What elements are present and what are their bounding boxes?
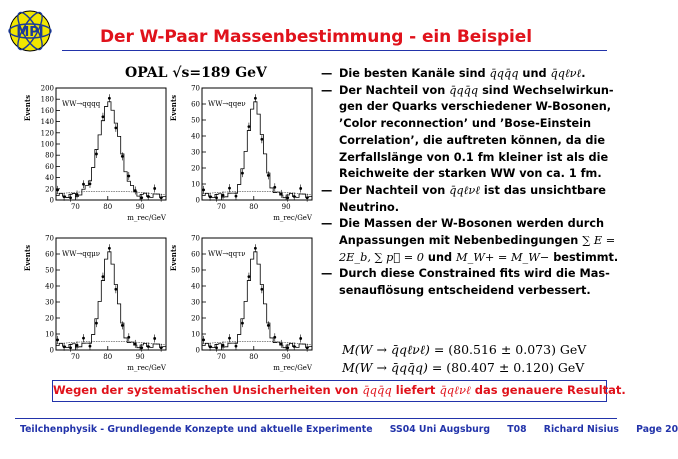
math-expression: q̄qℓνℓ — [449, 183, 480, 197]
x-tick-label: 80 — [249, 203, 259, 211]
monte-carlo-histogram — [202, 252, 312, 348]
footer — [20, 424, 678, 435]
y-tick-label: 160 — [40, 106, 54, 115]
y-tick-label: 10 — [191, 330, 200, 339]
y-tick-label: 120 — [40, 129, 54, 138]
bullet-item — [321, 66, 619, 83]
x-tick-label: 70 — [216, 353, 226, 361]
histogram-panel — [169, 85, 313, 223]
y-axis-label: Events — [169, 94, 178, 122]
histogram-panel — [23, 85, 167, 223]
math-expression: q̄qℓνℓ — [550, 67, 582, 80]
y-axis-label: Events — [169, 244, 178, 272]
figure-title: OPAL √s=189 GeV — [125, 65, 267, 81]
x-axis-label: m_rec/GeV — [273, 364, 312, 372]
y-tick-label: 0 — [49, 346, 54, 355]
conclusion-box — [52, 380, 626, 402]
channel-label: WW→qqτν — [208, 250, 246, 258]
text-run: ist das unsichtbare Neutrino. — [339, 183, 606, 214]
math-expression: q̄qq̄q — [449, 83, 479, 97]
footer-section: T08 — [507, 424, 527, 435]
text-run: sind Wechselwirkun- gen der Quarks verschiedener W-Bosonen, ’Color reconnection’ und ’Bose-Einstein Correlation’, die auftreten können, da die Zerfallslänge von 0.1 fm kleiner ist als die Reichweite der starken WW von ca. 1 fm. — [339, 83, 614, 181]
y-tick-label: 80 — [45, 151, 54, 160]
y-tick-label: 10 — [45, 330, 54, 339]
y-tick-label: 50 — [45, 266, 54, 275]
x-tick-label: 90 — [135, 203, 145, 211]
bullet-dash: — — [321, 217, 333, 231]
histogram-panel — [169, 235, 313, 373]
bullet-item — [321, 83, 619, 183]
channel-label: WW→qqμν — [62, 250, 101, 258]
x-tick-label: 80 — [103, 203, 113, 211]
math-expression: q̄qq̄q — [489, 67, 519, 80]
math-expression: q̄qq̄q — [362, 383, 392, 397]
y-tick-label: 200 — [40, 84, 54, 93]
y-tick-label: 20 — [45, 314, 54, 323]
y-tick-label: 40 — [191, 282, 200, 291]
result-lhs: M(W → q̄qℓνℓ) — [342, 342, 434, 357]
text-run: und — [424, 250, 457, 264]
svg-text:MPI: MPI — [16, 25, 44, 40]
text-run: liefert — [391, 383, 440, 397]
y-tick-label: 40 — [45, 174, 54, 183]
y-tick-label: 30 — [191, 298, 200, 307]
x-axis-label: m_rec/GeV — [127, 364, 166, 372]
x-tick-label: 90 — [135, 353, 145, 361]
x-tick-label: 90 — [281, 203, 291, 211]
bullet-item — [321, 183, 619, 216]
y-tick-label: 60 — [45, 162, 54, 171]
bullet-dash: — — [321, 67, 333, 80]
text-run: bestimmt. — [549, 250, 619, 264]
text-run: das genauere Resultat. — [470, 383, 626, 397]
y-tick-label: 100 — [40, 140, 54, 149]
y-tick-label: 70 — [191, 84, 200, 93]
mass-distribution-figure — [18, 82, 313, 382]
x-tick-label: 90 — [281, 353, 291, 361]
text-run: Der Nachteil von — [339, 183, 450, 197]
x-axis-label: m_rec/GeV — [127, 214, 166, 222]
mpi-logo — [5, 6, 55, 56]
x-axis-label: m_rec/GeV — [273, 214, 312, 222]
y-tick-label: 0 — [49, 196, 54, 205]
x-tick-label: 70 — [70, 203, 80, 211]
y-tick-label: 0 — [195, 346, 200, 355]
footer-course: Teilchenphysik - Grundlegende Konzepte und aktuelle Experimente — [20, 424, 373, 435]
y-tick-label: 20 — [45, 185, 54, 194]
result-value: = (80.407 ± 0.120) GeV — [431, 360, 585, 375]
monte-carlo-histogram — [202, 102, 312, 198]
x-tick-label: 70 — [216, 203, 226, 211]
bullet-dash: — — [321, 267, 333, 281]
y-tick-label: 140 — [40, 118, 54, 127]
title-divider — [62, 50, 607, 51]
channel-label: WW→qqqq — [62, 100, 101, 108]
y-tick-label: 60 — [191, 100, 200, 109]
text-run: Wegen der systematischen Unsicherheiten von — [53, 383, 363, 397]
math-expression: M_W+ = M_W− — [456, 250, 550, 264]
bullet-item — [321, 266, 619, 299]
result-row — [342, 359, 586, 377]
y-axis-label: Events — [23, 94, 32, 122]
result-row — [342, 341, 586, 359]
text-run: Die besten Kanäle sind — [339, 67, 490, 80]
y-tick-label: 40 — [191, 132, 200, 141]
bullet-list — [321, 66, 619, 300]
footer-page: Page 20 — [636, 424, 678, 435]
y-tick-label: 70 — [45, 234, 54, 243]
y-tick-label: 0 — [195, 196, 200, 205]
y-tick-label: 30 — [191, 148, 200, 157]
y-tick-label: 50 — [191, 266, 200, 275]
monte-carlo-histogram — [56, 252, 166, 348]
x-tick-label: 80 — [249, 353, 259, 361]
math-expression: ∑ E = 2E_b, ∑ p⃗ = 0 — [339, 234, 616, 264]
x-tick-label: 70 — [70, 353, 80, 361]
results-block — [342, 341, 586, 377]
text-run: Durch diese Constrained fits wird die Mas- senauflösung entscheidend verbessert. — [339, 267, 610, 298]
result-value: = (80.516 ± 0.073) GeV — [433, 342, 587, 357]
y-tick-label: 10 — [191, 180, 200, 189]
math-expression: q̄qℓνℓ — [439, 383, 471, 397]
histogram-panel — [23, 235, 167, 373]
result-lhs: M(W → q̄qq̄q) — [342, 360, 432, 375]
x-tick-label: 80 — [103, 353, 113, 361]
y-tick-label: 30 — [45, 298, 54, 307]
monte-carlo-histogram — [56, 102, 166, 198]
y-tick-label: 50 — [191, 116, 200, 125]
bullet-item — [321, 216, 619, 266]
bullet-dash: — — [321, 183, 333, 197]
text-run: und — [518, 67, 551, 80]
text-run: . — [581, 67, 586, 80]
footer-term: SS04 Uni Augsburg — [389, 424, 491, 435]
y-tick-label: 60 — [45, 250, 54, 259]
y-tick-label: 180 — [40, 95, 54, 104]
text-run: Der Nachteil von — [339, 83, 450, 97]
text-run: Die Massen der W-Bosonen werden durch Anpassungen mit Nebenbedingungen — [339, 217, 605, 248]
y-tick-label: 60 — [191, 250, 200, 259]
y-tick-label: 20 — [191, 314, 200, 323]
y-axis-label: Events — [23, 244, 32, 272]
y-tick-label: 70 — [191, 234, 200, 243]
slide-title: Der W-Paar Massenbestimmung - ein Beispiel — [100, 27, 532, 47]
y-tick-label: 20 — [191, 164, 200, 173]
bullet-dash: — — [321, 83, 333, 97]
footer-divider — [15, 418, 617, 419]
footer-author: Richard Nisius — [543, 424, 619, 435]
channel-label: WW→qqeν — [208, 100, 246, 108]
y-tick-label: 40 — [45, 282, 54, 291]
